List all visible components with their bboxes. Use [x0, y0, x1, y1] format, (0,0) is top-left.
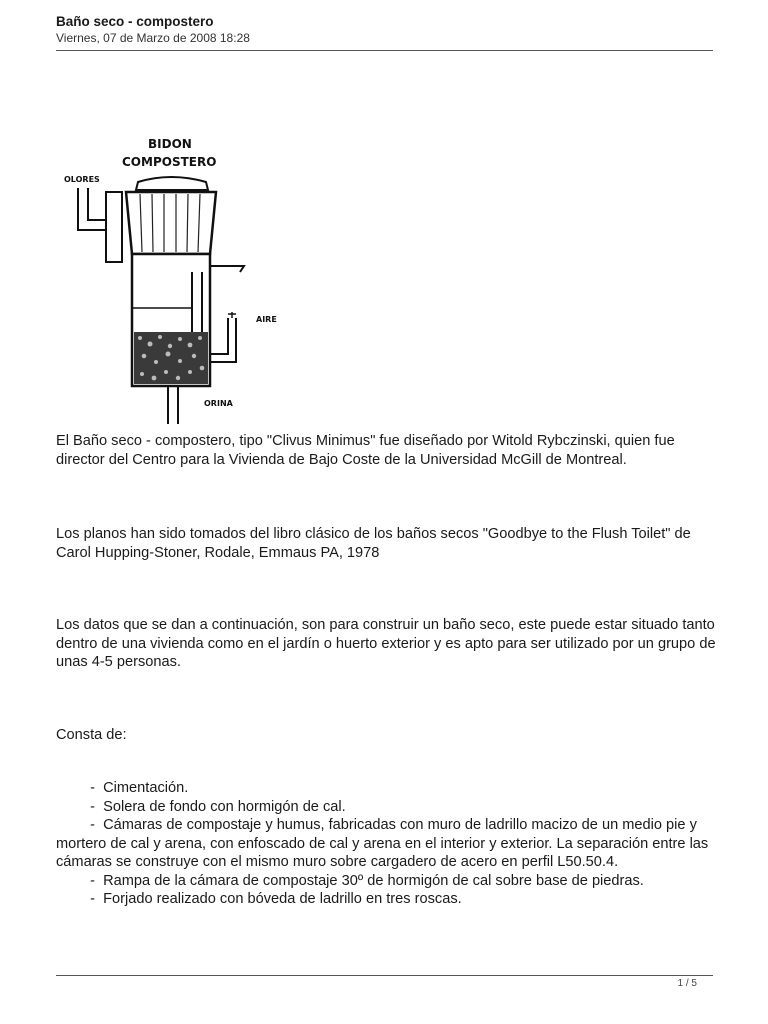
urine-pipe	[168, 386, 178, 424]
paragraph-intro: El Baño seco - compostero, tipo "Clivus Minimus" fue diseñado por Witold Rybczinski, quien fue director del Centro para la Vivienda de Bajo Coste de la Universidad McGill de Montreal.	[56, 433, 675, 468]
paragraph-source: Los planos han sido tomados del libro clásico de los baños secos "Goodbye to the Flush Toilet" de Carol Hupping-Stoner, Rodale, Emmaus PA, 1978	[56, 526, 691, 561]
list-item-text: Forjado realizado con bóveda de ladrillo en tres roscas.	[103, 891, 462, 907]
list-item-text: Solera de fondo con hormigón de cal.	[103, 798, 346, 815]
label-olores: OLORES	[64, 175, 100, 184]
label-orina: ORINA	[204, 399, 233, 408]
document-date: Viernes, 07 de Marzo de 2008 18:28	[56, 31, 250, 45]
compost-material	[134, 332, 208, 384]
air-pipe	[210, 318, 236, 362]
drum-body	[126, 192, 216, 254]
diagram-title-line2: COMPOSTERO	[122, 155, 217, 169]
list-dash: -	[90, 817, 95, 833]
list-dash: -	[90, 798, 95, 815]
list-item-text: Cámaras de compostaje y humus, fabricadas con muro de ladrillo macizo de un medio pie y mortero de cal y arena, con enfoscado de cal y arena en el interior y exterior. La separación entre las cámaras se construye con el mismo muro sobre cargadero de acero en perfil L50.50.4.	[56, 817, 709, 870]
list-item-text: Rampa de la cámara de compostaje 30º de hormigón de cal sobre base de piedras.	[103, 872, 644, 889]
document-title: Baño seco - compostero	[56, 14, 214, 29]
composting-drum-diagram	[56, 132, 296, 428]
diagram-title-line1: BIDON	[148, 137, 192, 151]
list-dash: -	[90, 891, 95, 907]
vent-column	[106, 192, 122, 262]
list-dash: -	[90, 780, 95, 796]
list-item	[56, 816, 716, 872]
footer-divider	[56, 975, 713, 976]
list-item	[56, 798, 716, 817]
label-aire: AIRE	[256, 315, 277, 324]
list-item	[56, 779, 716, 798]
header-divider	[56, 50, 713, 51]
page-number: 1 / 5	[677, 978, 697, 989]
components-list	[56, 779, 716, 909]
list-item-text: Cimentación.	[103, 780, 189, 796]
diagram-drawing	[56, 132, 296, 428]
vent-pipe	[78, 188, 106, 230]
list-item	[56, 872, 716, 891]
list-dash: -	[90, 872, 95, 889]
page-header	[56, 14, 713, 46]
paragraph-data: Los datos que se dan a continuación, son para construir un baño seco, este puede estar situado tanto dentro de una vivienda como en el jardín o huerto exterior y es apto para ser utilizado por un grupo de unas 4-5 personas.	[56, 617, 716, 670]
list-item	[56, 890, 716, 909]
drum-lid	[136, 177, 208, 190]
paragraph-consta: Consta de:	[56, 727, 127, 743]
floor-line	[206, 266, 244, 272]
